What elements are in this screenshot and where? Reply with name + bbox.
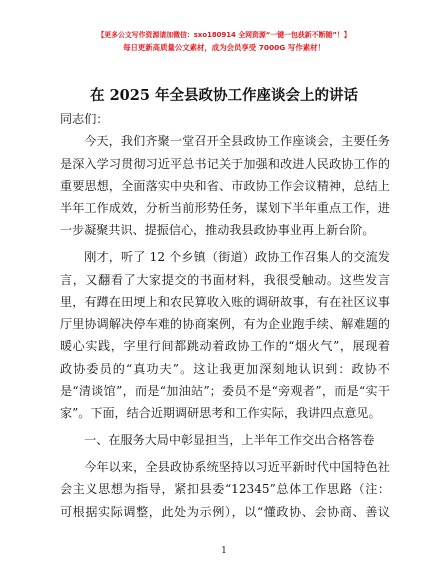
- paragraph-line: 言，又翻看了大家提交的书面材料，我很受触动。这些发言: [60, 272, 390, 287]
- paragraph-line: 今天，我们齐聚一堂召开全县政协工作座谈会，主要任务: [84, 134, 390, 149]
- document-body: [60, 108, 390, 523]
- paragraph-line: 是深入学习贯彻习近平总书记关于加强和改进人民政协工作的: [60, 156, 390, 171]
- paragraph-line: 里，有蹲在田埂上和农民算收入账的调研故事，有在社区议事: [60, 294, 390, 309]
- paragraph-line: 重要思想，全面落实中央和省、市政协工作会议精神，总结上: [60, 178, 390, 193]
- paragraph-line: 今年以来，全县政协系统坚持以习近平新时代中国特色社: [84, 459, 390, 474]
- body-paragraph: [60, 246, 390, 424]
- page-number: 1: [221, 546, 227, 556]
- paragraph-line: 半年工作成效，分析当前形势任务，谋划下半年重点工作，进: [60, 201, 390, 216]
- paragraph-line: 是“清谈馆”，而是“加油站”；委员不是“旁观者”，而是“实干: [60, 384, 390, 399]
- body-paragraph: [60, 130, 390, 241]
- notice-line-membership: 每日更新高质量公文素材，成为会员享受 7000G 写作素材！: [123, 43, 325, 52]
- paragraph-line: 厅里协调解决停车难的协商案例，有为企业跑手续、解难题的: [60, 317, 390, 332]
- document-title: 在 2025 年全县政协工作座谈会上的讲话: [90, 87, 358, 104]
- paragraph-line: 政协委员的“真功夫”。这让我更加深刻地认识到：政协不: [60, 361, 390, 376]
- paragraph-line: 家”。下面，结合近期调研思考和工作实际，我讲四点意见。: [60, 406, 381, 421]
- section-heading: 一、在服务大局中彰显担当，上半年工作交出合格答卷: [84, 433, 375, 448]
- body-paragraph: [60, 456, 390, 523]
- paragraph-line: 刚才，听了 12 个乡镇（街道）政协工作召集人的交流发: [84, 250, 390, 265]
- paragraph-line: 可根据实际调整，此处为示例），以“懂政协、会协商、善议: [60, 504, 390, 519]
- salutation: 同志们：: [60, 112, 109, 126]
- paragraph-line: 会主义思想为指导，紧扣县委“12345”总体工作思路（注：: [60, 482, 390, 497]
- paragraph-line: 暖心实践，字里行间都跳动着政协工作的“烟火气”，展现着: [60, 339, 390, 354]
- paragraph-line: 一步凝聚共识、提振信心，推动我县政协事业再上新台阶。: [60, 223, 375, 238]
- notice-line-wechat: 【更多公文写作资源请加微信：sxo180914 全网资源“一键一包获新不断随”！】: [97, 31, 351, 39]
